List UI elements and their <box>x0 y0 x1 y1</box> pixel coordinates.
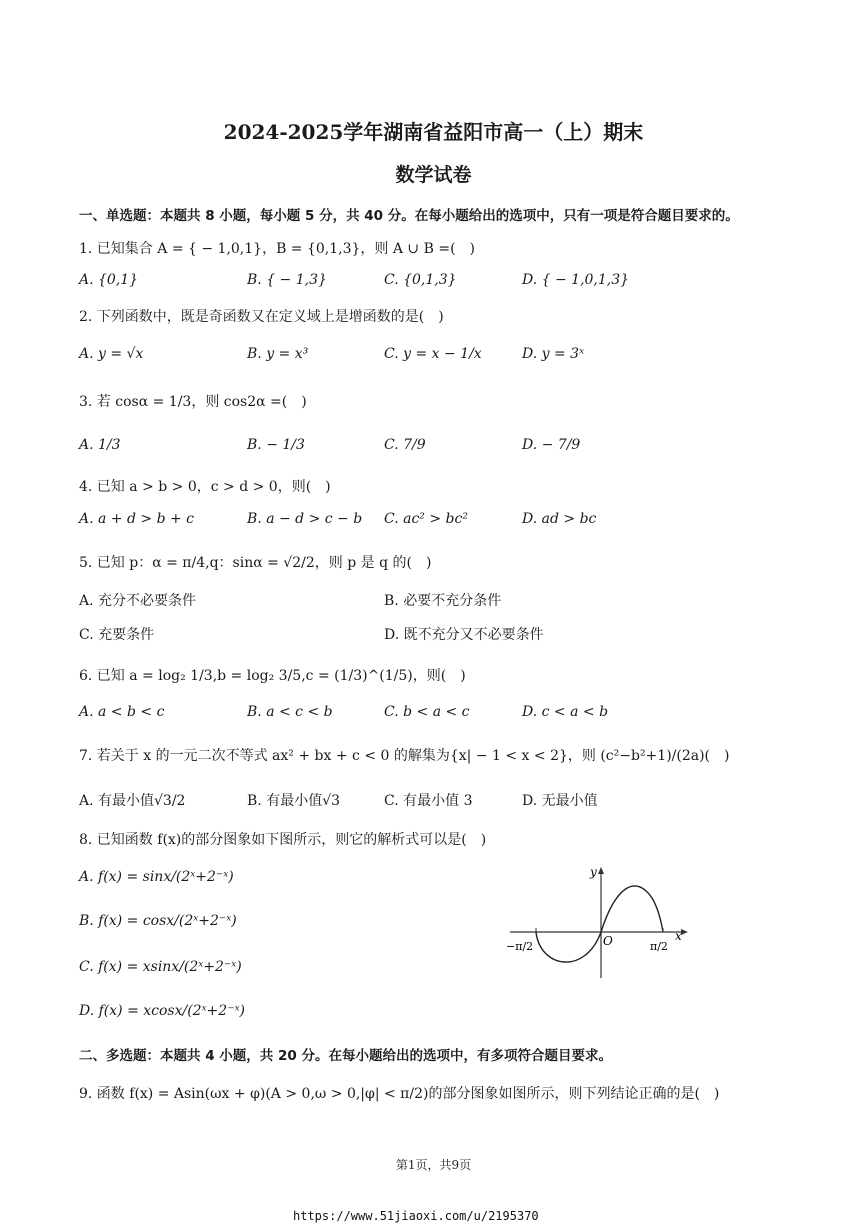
q8-option-b: B. f(x) = cosx/(2ˣ+2⁻ˣ) <box>79 913 237 929</box>
x-axis-arrow-icon <box>681 929 688 935</box>
question-7: 7. 若关于 x 的一元二次不等式 ax² + bx + c < 0 的解集为{x| − 1 < x < 2}，则 (c²−b²+1)/(2a)( ) <box>79 748 730 764</box>
question-3: 3. 若 cosα = 1/3，则 cos2α =( ) <box>79 394 307 410</box>
graph-origin-label: O <box>603 934 613 948</box>
graph-y-label: y <box>590 865 597 879</box>
q8-option-d: D. f(x) = xcosx/(2ˣ+2⁻ˣ) <box>79 1003 246 1019</box>
q1-option-c: C. {0,1,3} <box>384 272 457 288</box>
q4-option-a: A. a + d > b + c <box>79 511 195 527</box>
graph-curve <box>536 886 663 962</box>
q6-option-b: B. a < c < b <box>247 704 333 720</box>
watermark-url: https://www.51jiaoxi.com/u/2195370 <box>293 1209 539 1223</box>
page-title: 2024-2025学年湖南省益阳市高一（上）期末 <box>223 120 644 144</box>
q7-option-c: C. 有最小值 3 <box>384 793 473 809</box>
section-heading-single-choice: 一、单选题：本题共 8 小题，每小题 5 分，共 40 分。在每小题给出的选项中，只有一项是符合题目要求的。 <box>79 208 739 224</box>
question-1: 1. 已知集合 A = { − 1,0,1}，B = {0,1,3}，则 A ∪ B =( ) <box>79 241 476 257</box>
q2-option-d: D. y = 3ˣ <box>522 346 585 362</box>
q7-option-d: D. 无最小值 <box>522 793 598 809</box>
q5-option-c: C. 充要条件 <box>79 627 155 643</box>
q6-option-d: D. c < a < b <box>522 704 609 720</box>
q5-option-b: B. 必要不充分条件 <box>384 593 502 609</box>
y-axis-arrow-icon <box>598 867 604 874</box>
q3-option-c: C. 7/9 <box>384 437 426 453</box>
q6-option-c: C. b < a < c <box>384 704 470 720</box>
q7-option-b: B. 有最小值√3 <box>247 793 341 809</box>
q5-option-a: A. 充分不必要条件 <box>79 593 197 609</box>
q3-option-b: B. − 1/3 <box>247 437 305 453</box>
question-6: 6. 已知 a = log₂ 1/3,b = log₂ 3/5,c = (1/3)^(1/5)，则( ) <box>79 668 466 684</box>
q2-option-c: C. y = x − 1/x <box>384 346 482 362</box>
graph-x-label: x <box>675 929 682 943</box>
page-number: 第1页，共9页 <box>395 1158 472 1172</box>
q3-option-a: A. 1/3 <box>79 437 121 453</box>
q8-option-c: C. f(x) = xsinx/(2ˣ+2⁻ˣ) <box>79 959 242 975</box>
question-2: 2. 下列函数中，既是奇函数又在定义域上是增函数的是( ) <box>79 309 444 325</box>
q2-option-b: B. y = x³ <box>247 346 309 362</box>
q4-option-d: D. ad > bc <box>522 511 597 527</box>
q5-option-d: D. 既不充分又不必要条件 <box>384 627 544 643</box>
q4-option-c: C. ac² > bc² <box>384 511 468 527</box>
q2-option-a: A. y = √x <box>79 346 144 362</box>
section-heading-multi-choice: 二、多选题：本题共 4 小题，共 20 分。在每小题给出的选项中，有多项符合题目要求。 <box>79 1048 612 1064</box>
q8-function-graph <box>500 858 700 983</box>
graph-right-tick-label: π/2 <box>650 940 668 953</box>
graph-left-tick-label: −π/2 <box>506 940 534 953</box>
q3-option-d: D. − 7/9 <box>522 437 581 453</box>
q4-option-b: B. a − d > c − b <box>247 511 363 527</box>
question-4: 4. 已知 a > b > 0，c > d > 0，则( ) <box>79 479 331 495</box>
q1-option-d: D. { − 1,0,1,3} <box>522 272 630 288</box>
q7-option-a: A. 有最小值√3/2 <box>79 793 186 809</box>
question-9: 9. 函数 f(x) = Asin(ωx + φ)(A > 0,ω > 0,|φ| < π/2)的部分图象如图所示，则下列结论正确的是( ) <box>79 1086 720 1102</box>
question-8: 8. 已知函数 f(x)的部分图象如下图所示，则它的解析式可以是( ) <box>79 832 487 848</box>
page-subtitle: 数学试卷 <box>395 164 472 186</box>
question-5: 5. 已知 p：α = π/4,q：sinα = √2/2，则 p 是 q 的( ) <box>79 555 432 571</box>
q8-option-a: A. f(x) = sinx/(2ˣ+2⁻ˣ) <box>79 869 234 885</box>
q1-option-b: B. { − 1,3} <box>247 272 327 288</box>
q1-option-a: A. {0,1} <box>79 272 139 288</box>
q6-option-a: A. a < b < c <box>79 704 165 720</box>
